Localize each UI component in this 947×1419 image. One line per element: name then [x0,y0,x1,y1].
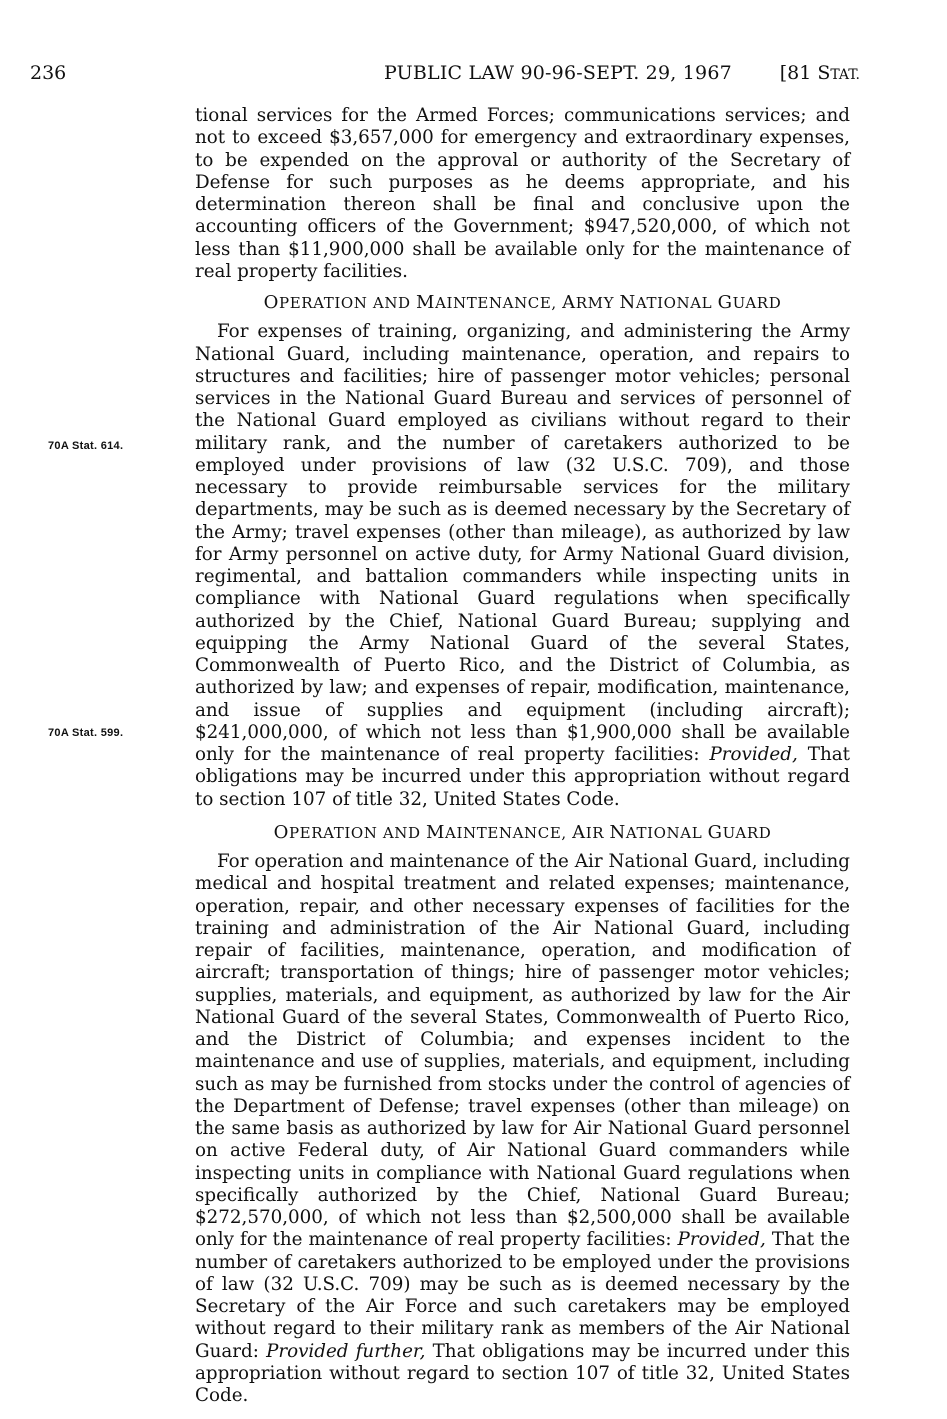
body-text [195,105,850,1407]
margin-note-70a-599: 70A Stat. 599. [48,727,124,739]
provided-further-clause: Provided further, [266,1340,426,1362]
air-guard-text: For operation and maintenance of the Air National Guard, including medical and hospital treatment and related expenses; maintenance, operation, repair, and other necessary expenses of facilities for the training and administration of the Air National Guard, including repair of facilities, maintenance, operation, and modification of aircraft; transportation of things; hire of passenger motor vehicles; supplies, materials, and equipment, as authorized by law for the Air National Guard of the several States, Commonwealth of Puerto Rico, and the District of Columbia; and expenses incident to the maintenance and use of supplies, materials, and equipment, including such as may be furnished from stocks under the control of agencies of the Department of Defense; travel expenses (other than mileage) on the same basis as authorized by law for Air National Guard personnel on active Federal duty, of Air National Guard commanders while inspecting units in compliance with National Guard regulations when specifically authorized by the Chief, National Guard Bureau; $272,570,000, of which not less than $2,500,000 shall be available only for the maintenance of real property facilities: [195,851,850,1251]
paragraph-air-national-guard [195,851,850,1407]
air-guard-text-mid: That the number of caretakers authorized to be employed under the provisions of law (32 U.S.C. 709) may be such as is deemed necessary by the Secretary of the Air Force and such caretakers may be employed without regard to their military rank as members of the Air National Guard: [195,1229,851,1362]
statute-volume-suffix: TAT. [830,67,860,83]
statute-volume [780,62,860,84]
paragraph-army-national-guard [195,321,850,811]
army-guard-text-end: That obligations may be incurred under this appropriation without regard to section 107 of title 32, United States Code. [195,744,850,810]
paragraph-continuation: tional services for the Armed Forces; communications services; and not to exceed $3,657,000 for emergency and extraordinary expenses, to be expended on the approval or authority of the Secretary of Defense for such purposes as he deems appropriate, and his determination thereon shall be final and conclusive upon the accounting officers of the Government; $947,520,000, of which not less than $11,900,000 shall be available only for the maintenance of real property facilities. [195,105,850,282]
air-guard-text-end: That obligations may be incurred under this appropriation without regard to section 107 of title 32, United States Code. [195,1340,851,1406]
section-heading-air-national-guard: OPERATION AND MAINTENANCE, AIR NATIONAL GUARD [273,821,772,843]
provided-clause: Provided, [709,744,798,765]
statute-volume-prefix: [81 S [779,62,831,84]
provided-clause: Provided, [677,1229,766,1251]
page-number: 236 [30,62,67,84]
page-header [30,62,860,92]
army-guard-text: For expenses of training, organizing, and administering the Army National Guard, including maintenance, operation, and repairs to structures and facilities; hire of passenger motor vehicles; personal services in the National Guard Bureau and services of personnel of the National Guard employed as civilians without regard to their military rank, and the number of caretakers authorized to be employed under provisions of law (32 U.S.C. 709), and those necessary to provide reimbursable services for the military departments, may be such as is deemed necessary by the Secretary of the Army; travel expenses (other than mileage), as authorized by law for Army personnel on active duty, for Army National Guard division, regimental, and battalion commanders while inspecting units in compliance with National Guard regulations when specifically authorized by the Chief, National Guard Bureau; supplying and equipping the Army National Guard of the several States, Commonwealth of Puerto Rico, and the District of Columbia, as authorized by law; and expenses of repair, modification, maintenance, and issue of supplies and equipment (including aircraft); $241,000,000, of which not less than $1,900,000 shall be available only for the maintenance of real property facilities: [195,321,850,765]
margin-note-70a-614: 70A Stat. 614. [48,440,124,452]
running-title: PUBLIC LAW 90-96-SEPT. 29, 1967 [384,62,732,84]
section-heading-army-national-guard: OPERATION AND MAINTENANCE, ARMY NATIONAL GUARD [263,292,782,313]
